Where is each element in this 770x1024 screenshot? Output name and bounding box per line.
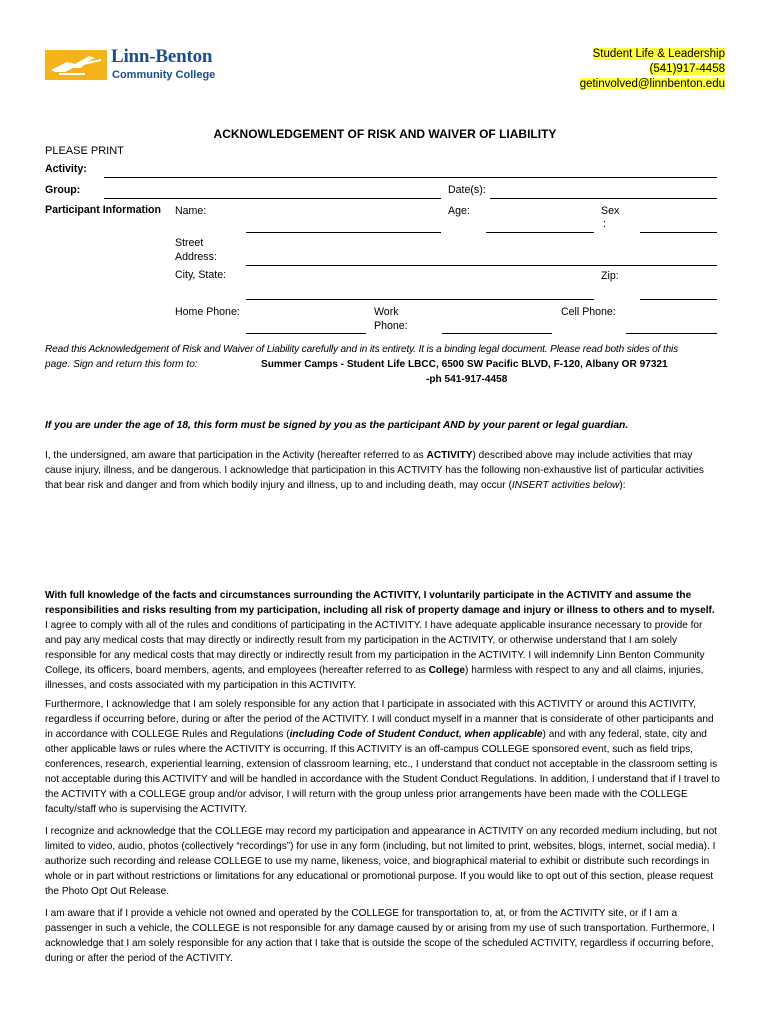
logo-wordmark: Linn-Benton — [111, 46, 213, 67]
p2-text-a: I agree to comply with all of the rules and conditions of participating in the ACTIVITY. I have adequate applicable insurance necessary to provide for and pay any medical costs that may directly or indirectly result from my participation in the ACTIVITY, or otherwise understand that I am solely responsible for any medical costs that may directly or indirectly result from my participation in the ACTIVITY. I will indemnify Linn Benton Community College, its officers, board members, agents, and employees (hereafter referred to as — [45, 620, 705, 676]
zip-field[interactable] — [640, 299, 717, 300]
p3-text-a: Furthermore, I acknowledge that I am solely responsible for any action that I participate in associated with this ACTIVITY or around this ACTIVITY, regardless if occurring before, during or after the period of the ACTIVITY. I will conduct myself in a manner that is considerate of other participants and in accordance with COLLEGE Rules and Regulations ( — [45, 699, 714, 740]
contact-phone: (541)917-4458 — [649, 63, 725, 75]
minor-notice: If you are under the age of 18, this form must be signed by you as the participant AND by your parent or legal guardian. — [45, 420, 629, 431]
age-label: Age: — [448, 205, 470, 217]
home-phone-label: Home Phone: — [175, 306, 240, 318]
instructions-line2-prefix: page. Sign and return this form to: — [45, 359, 198, 370]
p2-text-c: ) harmless with respect to any and all claims, injuries, illnesses, and costs associated with my participation in this ACTIVITY. — [45, 665, 704, 691]
p3-text-c: ) and with any federal, state, city and other applicable laws or rules where the ACTIVITY is occurring. If this ACTIVITY is an off-campus COLLEGE sponsored event, such as field trips, conferences, research, experiential learning, extension of classroom learning, etc., I understand that conduct not acceptable in the classroom setting is not acceptable during this ACTIVITY and will be handled in accordance with the Student Conduct Regulations. In addition, I understand that if I travel to the ACTIVITY with a COLLEGE group and/or advisor, I will return with the group unless prior arrangements have been made with the COLLEGE faculty/staff who is supervising the ACTIVITY. — [45, 729, 720, 815]
paragraph-transportation: I am aware that if I provide a vehicle not owned and operated by the COLLEGE for transportation to, at, or from the ACTIVITY site, or if I am a passenger in such a vehicle, the COLLEGE is not responsible for any damage caused by or arising from my use of such transportation. Furthermore, I acknowledge that I am solely responsible for any action that I take that is outside the scope of the scheduled ACTIVITY, regardless if occurring before, during or after the period of the ACTIVITY. — [45, 908, 715, 964]
work-phone-label-line2: Phone: — [374, 320, 408, 332]
city-state-label: City, State: — [175, 269, 227, 281]
dates-field[interactable] — [490, 198, 717, 199]
return-address: Summer Camps - Student Life LBCC, 6500 SW Pacific BLVD, F-120, Albany OR 97321 — [261, 359, 668, 370]
p2-bold-statement: With full knowledge of the facts and circumstances surrounding the ACTIVITY, I voluntarily participate in the ACTIVITY and assume the responsibilities and risks resulting from my participation, including all risk of property damage and injury or illness to others and to myself. — [45, 590, 715, 616]
activity-field[interactable] — [104, 177, 717, 178]
participant-info-label: Participant Information — [45, 204, 161, 216]
p2-college-term: College — [428, 665, 466, 676]
paragraph-recordings: I recognize and acknowledge that the COLLEGE may record my participation and appearance in ACTIVITY on any recorded medium including, but not limited to video, audio, photos (collectively “recordings”) for use in any form (including, but not limited to print, websites, blogs, internet, social media). I authorize such recording and release COLLEGE to use my name, likeness, voice, and biographical material to exhibit or distribute such recordings in whole or in part without restrictions or limitations for any educational or promotional purpose. If you would like to opt out of this section, please request the Photo Opt Out Release. — [45, 826, 717, 897]
p1-insert-note: INSERT activities below — [511, 480, 620, 491]
sex-colon: : — [603, 218, 606, 230]
contact-block — [580, 47, 725, 92]
return-phone: -ph 541-917-4458 — [426, 374, 508, 385]
age-field[interactable] — [486, 232, 594, 233]
please-print-label: PLEASE PRINT — [45, 145, 124, 157]
group-field[interactable] — [104, 198, 441, 199]
page-title: ACKNOWLEDGEMENT OF RISK AND WAIVER OF LIABILITY — [213, 127, 557, 141]
paragraph-conduct — [45, 697, 720, 817]
sex-field[interactable] — [640, 232, 717, 233]
street-address-field[interactable] — [246, 265, 717, 266]
street-label-line1: Street — [175, 237, 204, 249]
sex-label: Sex — [601, 205, 620, 217]
dates-label: Date(s): — [448, 184, 486, 196]
logo-subtitle: Community College — [112, 69, 216, 81]
group-label: Group: — [45, 184, 81, 196]
paragraph-activity-risk — [45, 448, 720, 493]
city-state-field[interactable] — [246, 299, 594, 300]
p1-activity-term: ACTIVITY — [426, 450, 473, 461]
work-phone-field[interactable] — [442, 333, 552, 334]
activity-label: Activity: — [45, 163, 87, 175]
cell-phone-label: Cell Phone: — [561, 306, 616, 318]
p1-text-a: I, the undersigned, am aware that participation in the Activity (hereafter referred to as — [45, 450, 427, 461]
p3-code-of-conduct: including Code of Student Conduct, when applicable — [289, 729, 543, 740]
p1-text-c: ) described above may include activities that may cause injury, illness, and be dangerous. I acknowledge that participation in this ACTIVITY has the following non-exhaustive list of particular activities that bear risk and danger and from which bodily injury and illness, up to and including death, may occur ( — [45, 450, 704, 491]
instructions-line1: Read this Acknowledgement of Risk and Waiver of Liability carefully and in its entirety. It is a binding legal document. Please read both sides of this — [45, 344, 679, 355]
college-logo — [45, 44, 245, 86]
name-field[interactable] — [246, 232, 441, 233]
running-bird-logo-icon — [45, 50, 107, 80]
street-label-line2: Address: — [175, 251, 217, 263]
contact-email[interactable]: getinvolved@linnbenton.edu — [579, 78, 725, 90]
paragraph-assumption-of-risk — [45, 588, 720, 693]
activities-list-area[interactable] — [45, 496, 720, 582]
work-phone-label-line1: Work — [374, 306, 399, 318]
cell-phone-field[interactable] — [626, 333, 717, 334]
contact-department: Student Life & Leadership — [592, 48, 725, 60]
home-phone-field[interactable] — [246, 333, 366, 334]
name-label: Name: — [175, 205, 207, 217]
p1-text-e: ): — [619, 480, 626, 491]
zip-label: Zip: — [601, 270, 619, 282]
